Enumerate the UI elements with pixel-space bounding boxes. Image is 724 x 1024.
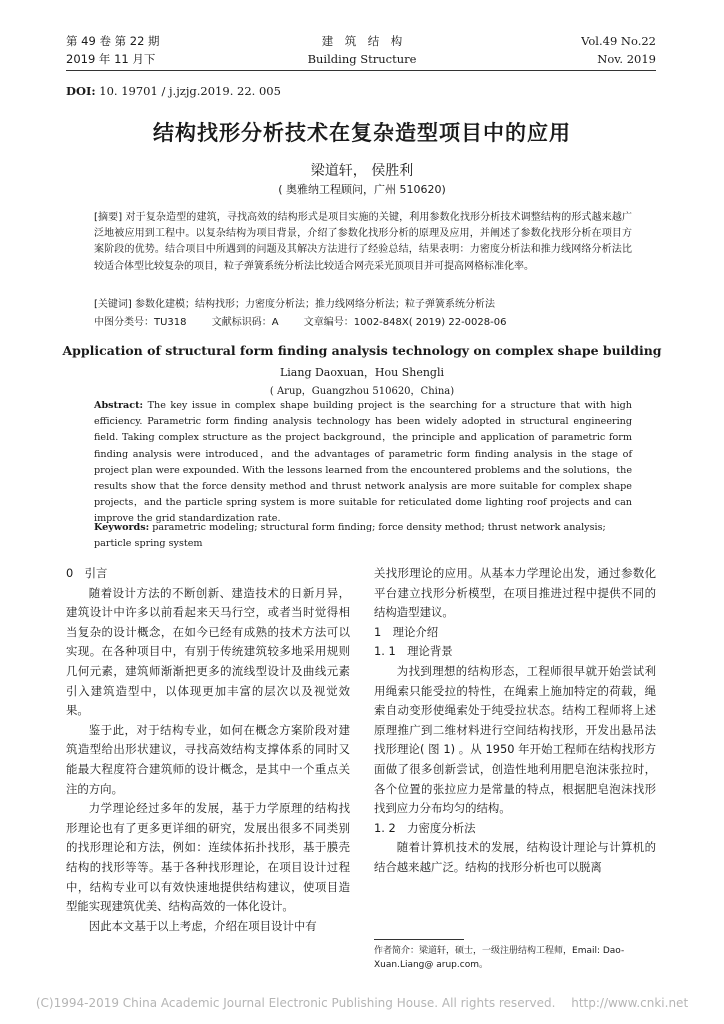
abstract-en xyxy=(94,398,632,528)
doi-value[interactable]: 10. 19701 / j.jzjg.2019. 22. 005 xyxy=(99,84,281,98)
section-heading-force-density: 1. 2 力密度分析法 xyxy=(374,820,476,835)
copyright-watermark: (C)1994-2019 China Academic Journal Electronic Publishing House. All rights reserved. http://www.cnki.net xyxy=(35,996,689,1010)
body-column-left xyxy=(66,564,350,936)
section-heading-theory: 1 理论介绍 xyxy=(374,624,439,639)
affiliation-en: ( Arup，Guangzhou 510620，China) xyxy=(269,386,455,397)
journal-name-cn: 建 筑 结 构 xyxy=(321,34,403,48)
footnote-rule xyxy=(374,939,464,940)
authors-cn: 梁道轩， 侯胜利 xyxy=(310,163,414,179)
keywords-cn xyxy=(94,297,632,313)
header-rule xyxy=(66,70,656,71)
journal-vol-no-en: Vol.49 No.22 xyxy=(581,34,656,48)
body-paragraph: 随着设计方法的不断创新、建造技术的日新月异，建筑设计中许多以前看起来天马行空，或者当时觉得相当复杂的设计概念，在如今已经有成熟的技术方法可以实现。在各种项目中，有别于传统建筑较多地采用规则几何元素，建筑师渐渐把更多的流线型设计及曲线元素引入建筑造型中，以体现更加丰富的层次以及视觉效果。 xyxy=(66,585,350,718)
journal-date: 2019 年 11 月下 xyxy=(66,52,156,66)
abstract-cn-text: 对于复杂造型的建筑，寻找高效的结构形式是项目实施的关键，利用参数化找形分析技术调整结构的形式越来越广泛地被应用到工程中。以复杂结构为项目背景，介绍了参数化找形分析的原理及应用，并阐述了参数化找形分析在项目方案阶段的优势。结合项目中所遇到的问题及其解决方法进行了经验总结，结果表明：力密度分析法和推力线网络分析法比较适合体型比较复杂的项目，粒子弹簧系统分析法比较适合网壳采光顶项目并可提高网格标准化率。 xyxy=(94,212,632,272)
article-title-en: Application of structural form finding analysis technology on complex shape building xyxy=(62,343,662,358)
body-paragraph: 因此本文基于以上考虑，介绍在项目设计中有 xyxy=(88,918,317,933)
abstract-cn-label: [摘要] xyxy=(94,212,123,223)
journal-volume-issue: 第 49 卷 第 22 期 xyxy=(66,34,160,48)
keywords-en-label: Keywords: xyxy=(94,522,150,533)
abstract-en-label: Abstract: xyxy=(94,400,144,411)
abstract-en-text: The key issue in complex shape building project is the searching for a structure that with high efficiency. Parametric form finding analysis technology has been widely adopted in structural engineering field. Taking complex structure as the project background，the principle and application of parametric form finding analysis were introduced，and the advantages of parametric form finding analysis in the stage of project plan were expounded. With the lessons learned from the encountered problems and the solutions，the results show that the force density method and thrust network analysis are more suitable for complex shape projects，and the particle spring system is more suitable for reticulated dome lighting roof projects and can improve the grid standardization rate. xyxy=(94,400,632,525)
body-column-right xyxy=(374,564,656,878)
body-paragraph: 随着计算机技术的发展，结构设计理论与计算机的结合越来越广泛。结构的找形分析也可以脱离 xyxy=(374,840,656,874)
section-heading-background: 1. 1 理论背景 xyxy=(374,644,453,659)
document-code: 文献标识码：A xyxy=(211,317,279,328)
keywords-en xyxy=(94,520,632,552)
keywords-cn-label: [关键词] xyxy=(94,299,132,310)
doi-label: DOI: xyxy=(66,84,96,98)
clc-number: 中图分类号：TU318 xyxy=(94,317,187,328)
keywords-en-text: parametric modeling; structural form finding; force density method; thrust network analysis; particle spring system xyxy=(94,522,606,550)
body-paragraph: 力学理论经过多年的发展，基于力学原理的结构找形理论也有了更多更详细的研究，发展出很多不同类别的找形理论和方法，例如：连续体拓扑找形，基于膜壳结构的找形等等。基于各种找形理论，在项目设计过程中，结构专业可以有效快速地提供结构建议，使项目造型能实现建筑优美、结构高效的一体化设计。 xyxy=(66,801,350,914)
journal-date-en: Nov. 2019 xyxy=(597,52,656,66)
body-paragraph: 鉴于此，对于结构专业，如何在概念方案阶段对建筑造型给出形状建议，寻找高效结构支撑体系的同时又能最大程度符合建筑师的设计概念，是其中一个重点关注的方向。 xyxy=(66,722,350,796)
classification-line xyxy=(94,315,632,331)
article-title-cn: 结构找形分析技术在复杂造型项目中的应用 xyxy=(153,121,571,145)
affiliation-cn: ( 奥雅纳工程顾问，广州 510620) xyxy=(278,183,446,196)
doi-line xyxy=(66,84,281,98)
section-heading-introduction: 0 引言 xyxy=(66,566,108,580)
body-paragraph: 关找形理论的应用。从基本力学理论出发，通过参数化平台建立找形分析模型，在项目推进过程中提供不同的结构造型建议。 xyxy=(374,566,656,620)
article-number: 文章编号：1002-848X( 2019) 22-0028-06 xyxy=(303,317,507,328)
keywords-cn-text: 参数化建模；结构找形；力密度分析法；推力线网络分析法；粒子弹簧系统分析法 xyxy=(135,299,495,310)
authors-en: Liang Daoxuan，Hou Shengli xyxy=(279,366,445,379)
journal-name-en: Building Structure xyxy=(307,52,417,66)
abstract-cn xyxy=(94,210,632,275)
body-paragraph: 为找到理想的结构形态，工程师很早就开始尝试利用绳索只能受拉的特性，在绳索上施加特定的荷载，绳索自动变形使绳索处于纯受拉状态。结构工程师将上述原理推广到二维材料进行空间结构找形，开发出悬吊法找形理论( 图 1) 。从 1950 年开始工程师在结构找形方面做了很多创新尝试，创造性地利用肥皂泡沫张拉时，各个位置的张拉应力是常量的特点，根据肥皂泡沫找形找到应力分布均匀的结构。 xyxy=(374,663,656,816)
author-footnote: 作者简介：梁道轩，硕士，一级注册结构工程师，Email: Dao-Xuan.Liang@ arup.com。 xyxy=(374,946,625,970)
